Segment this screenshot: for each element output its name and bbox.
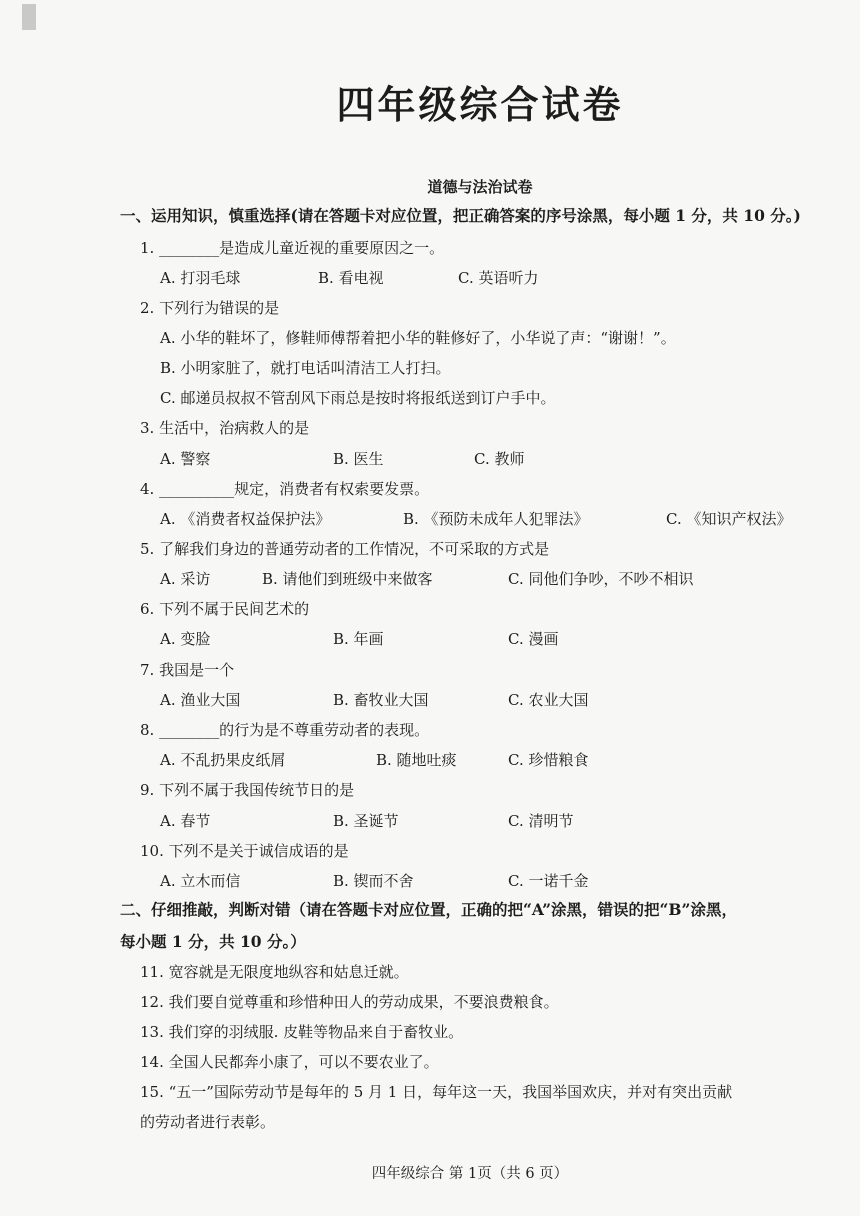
exam-title: 四年级综合试卷 (336, 82, 624, 127)
judgement-item-11: 11. 宽容就是无限度地纵容和姑息迁就。 (140, 963, 409, 981)
question-1-option-c: C. 英语听力 (458, 269, 539, 287)
question-10: 10. 下列不是关于诚信成语的是 (140, 842, 349, 860)
question-5-option-c: C. 同他们争吵，不吵不相识 (508, 570, 694, 588)
question-5: 5. 了解我们身边的普通劳动者的工作情况，不可采取的方式是 (140, 540, 550, 558)
question-5-option-b: B. 请他们到班级中来做客 (262, 570, 433, 588)
question-8-option-a: A. 不乱扔果皮纸屑 (160, 751, 286, 769)
question-4-option-b: B. 《预防未成年人犯罪法》 (403, 510, 589, 528)
question-9-option-a: A. 春节 (160, 812, 211, 830)
question-6: 6. 下列不属于民间艺术的 (140, 600, 310, 618)
section2-heading-line1: 二、仔细推敲，判断对错（请在答题卡对应位置，正确的把“A”涂黑，错误的把“B”涂黑， (120, 900, 737, 919)
question-2-option-c: C. 邮递员叔叔不管刮风下雨总是按时将报纸送到订户手中。 (160, 389, 556, 407)
judgement-item-15: 15. “五一”国际劳动节是每年的 5 月 1 日，每年这一天，我国举国欢庆，并对有突出贡献 (140, 1083, 733, 1101)
question-10-option-b: B. 锲而不舍 (333, 872, 414, 890)
section1-heading: 一、运用知识，慎重选择(请在答题卡对应位置，把正确答案的序号涂黑，每小题 1 分，共 10 分。) (120, 206, 801, 225)
question-6-option-c: C. 漫画 (508, 630, 559, 648)
question-3-option-a: A. 警察 (160, 450, 211, 468)
question-6-option-a: A. 变脸 (160, 630, 211, 648)
scan-edge-mark (22, 4, 36, 30)
question-1-option-a: A. 打羽毛球 (160, 269, 241, 287)
question-2-option-b: B. 小明家脏了，就打电话叫清洁工人打扫。 (160, 359, 451, 377)
question-4-option-c: C. 《知识产权法》 (666, 510, 792, 528)
exam-subtitle: 道德与法治试卷 (427, 178, 533, 196)
question-3-option-c: C. 教师 (474, 450, 525, 468)
judgement-item-13: 13. 我们穿的羽绒服. 皮鞋等物品来自于畜牧业。 (140, 1023, 464, 1041)
question-9-option-b: B. 圣诞节 (333, 812, 399, 830)
judgement-item-15-continued: 的劳动者进行表彰。 (140, 1113, 276, 1131)
question-7-option-c: C. 农业大国 (508, 691, 589, 709)
question-6-option-b: B. 年画 (333, 630, 384, 648)
question-5-option-a: A. 采访 (160, 570, 211, 588)
judgement-item-12: 12. 我们要自觉尊重和珍惜种田人的劳动成果，不要浪费粮食。 (140, 993, 559, 1011)
question-8-option-c: C. 珍惜粮食 (508, 751, 589, 769)
question-7: 7. 我国是一个 (140, 661, 235, 679)
question-3: 3. 生活中，治病救人的是 (140, 419, 310, 437)
question-2: 2. 下列行为错误的是 (140, 299, 280, 317)
question-10-option-c: C. 一诺千金 (508, 872, 589, 890)
question-10-option-a: A. 立木而信 (160, 872, 241, 890)
question-1: 1. ________是造成儿童近视的重要原因之一。 (140, 239, 445, 257)
question-8-option-b: B. 随地吐痰 (376, 751, 457, 769)
question-7-option-b: B. 畜牧业大国 (333, 691, 429, 709)
question-9-option-c: C. 清明节 (508, 812, 574, 830)
question-7-option-a: A. 渔业大国 (160, 691, 241, 709)
question-1-option-b: B. 看电视 (318, 269, 384, 287)
section2-heading-line2: 每小题 1 分，共 10 分。） (120, 932, 306, 951)
question-4-option-a: A. 《消费者权益保护法》 (160, 510, 331, 528)
question-4: 4. __________规定，消费者有权索要发票。 (140, 480, 430, 498)
question-8: 8. ________的行为是不尊重劳动者的表现。 (140, 721, 430, 739)
question-3-option-b: B. 医生 (333, 450, 384, 468)
question-2-option-a: A. 小华的鞋坏了，修鞋师傅帮着把小华的鞋修好了，小华说了声：“谢谢！”。 (160, 329, 676, 347)
question-9: 9. 下列不属于我国传统节日的是 (140, 781, 355, 799)
judgement-item-14: 14. 全国人民都奔小康了，可以不要农业了。 (140, 1053, 439, 1071)
page-footer: 四年级综合 第 1页（共 6 页） (371, 1166, 569, 1182)
